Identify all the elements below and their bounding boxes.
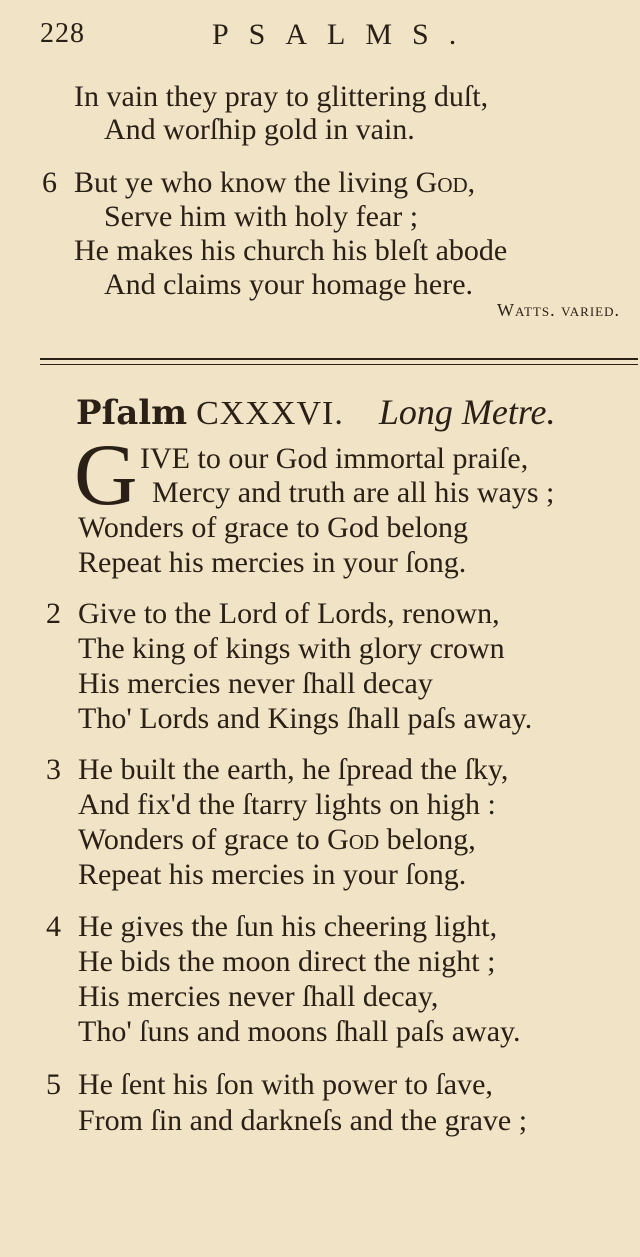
psalm-heading	[76, 390, 556, 436]
stanza-number: 5	[46, 1068, 61, 1101]
divine-name: God	[415, 166, 468, 199]
verse-line: Repeat his mercies in your ſong.	[78, 546, 467, 579]
verse-line: Tho' ſuns and moons ſhall paſs away.	[78, 1015, 521, 1048]
verse-line: He gives the ſun his cheering light,	[78, 910, 498, 943]
psalm-label: Pſalm	[76, 393, 188, 433]
verse-line	[78, 823, 476, 857]
running-title: PSALMS.	[212, 18, 477, 51]
divine-name: God	[327, 823, 380, 856]
verse-line: IVE to our God immortal praiſe,	[140, 442, 529, 475]
verse-line: Tho' Lords and Kings ſhall paſs away.	[78, 702, 533, 735]
verse-line: His mercies never ſhall decay	[78, 667, 433, 700]
section-rule	[40, 358, 638, 360]
attribution: Watts. varied.	[497, 300, 620, 320]
verse-line: He built the earth, he ſpread the ſky,	[78, 753, 509, 786]
page-number: 228	[40, 18, 85, 49]
psalm-number: CXXXVI.	[196, 395, 344, 432]
stanza-number: 2	[46, 597, 61, 630]
stanza-number: 3	[46, 753, 61, 786]
verse-line: He ſent his ſon with power to ſave,	[78, 1068, 493, 1101]
psalm-metre: Long Metre.	[378, 392, 556, 432]
verse-line: And worſhip gold in vain.	[104, 113, 415, 146]
verse-text: Wonders of grace to	[78, 823, 328, 856]
verse-line: His mercies never ſhall decay,	[78, 980, 439, 1013]
verse-line: He bids the moon direct the night ;	[78, 945, 496, 978]
verse-line	[74, 166, 475, 200]
section-rule-thin	[40, 364, 638, 365]
verse-line: Repeat his mercies in your ſong.	[78, 858, 467, 891]
running-head	[40, 14, 620, 54]
verse-line: Mercy and truth are all his ways ;	[152, 476, 555, 509]
verse-line: Serve him with holy fear ;	[104, 200, 419, 233]
verse-line: He makes his church his bleſt abode	[74, 234, 508, 267]
verse-line: The king of kings with glory crown	[78, 632, 505, 665]
stanza-number: 6	[42, 166, 57, 199]
verse-text: But ye who know the living	[74, 166, 416, 199]
verse-line: Wonders of grace to God belong	[78, 511, 468, 544]
verse-line: And claims your homage here.	[104, 268, 474, 301]
verse-text: belong,	[379, 823, 476, 856]
verse-line: From ſin and darkneſs and the grave ;	[78, 1104, 528, 1137]
stanza-number: 4	[46, 910, 61, 943]
verse-line: And fix'd the ſtarry lights on high :	[78, 788, 496, 821]
verse-line: In vain they pray to glittering duſt,	[74, 80, 489, 113]
verse-line: Give to the Lord of Lords, renown,	[78, 597, 500, 630]
drop-cap: G	[74, 427, 138, 524]
verse-punct: ,	[467, 166, 476, 199]
